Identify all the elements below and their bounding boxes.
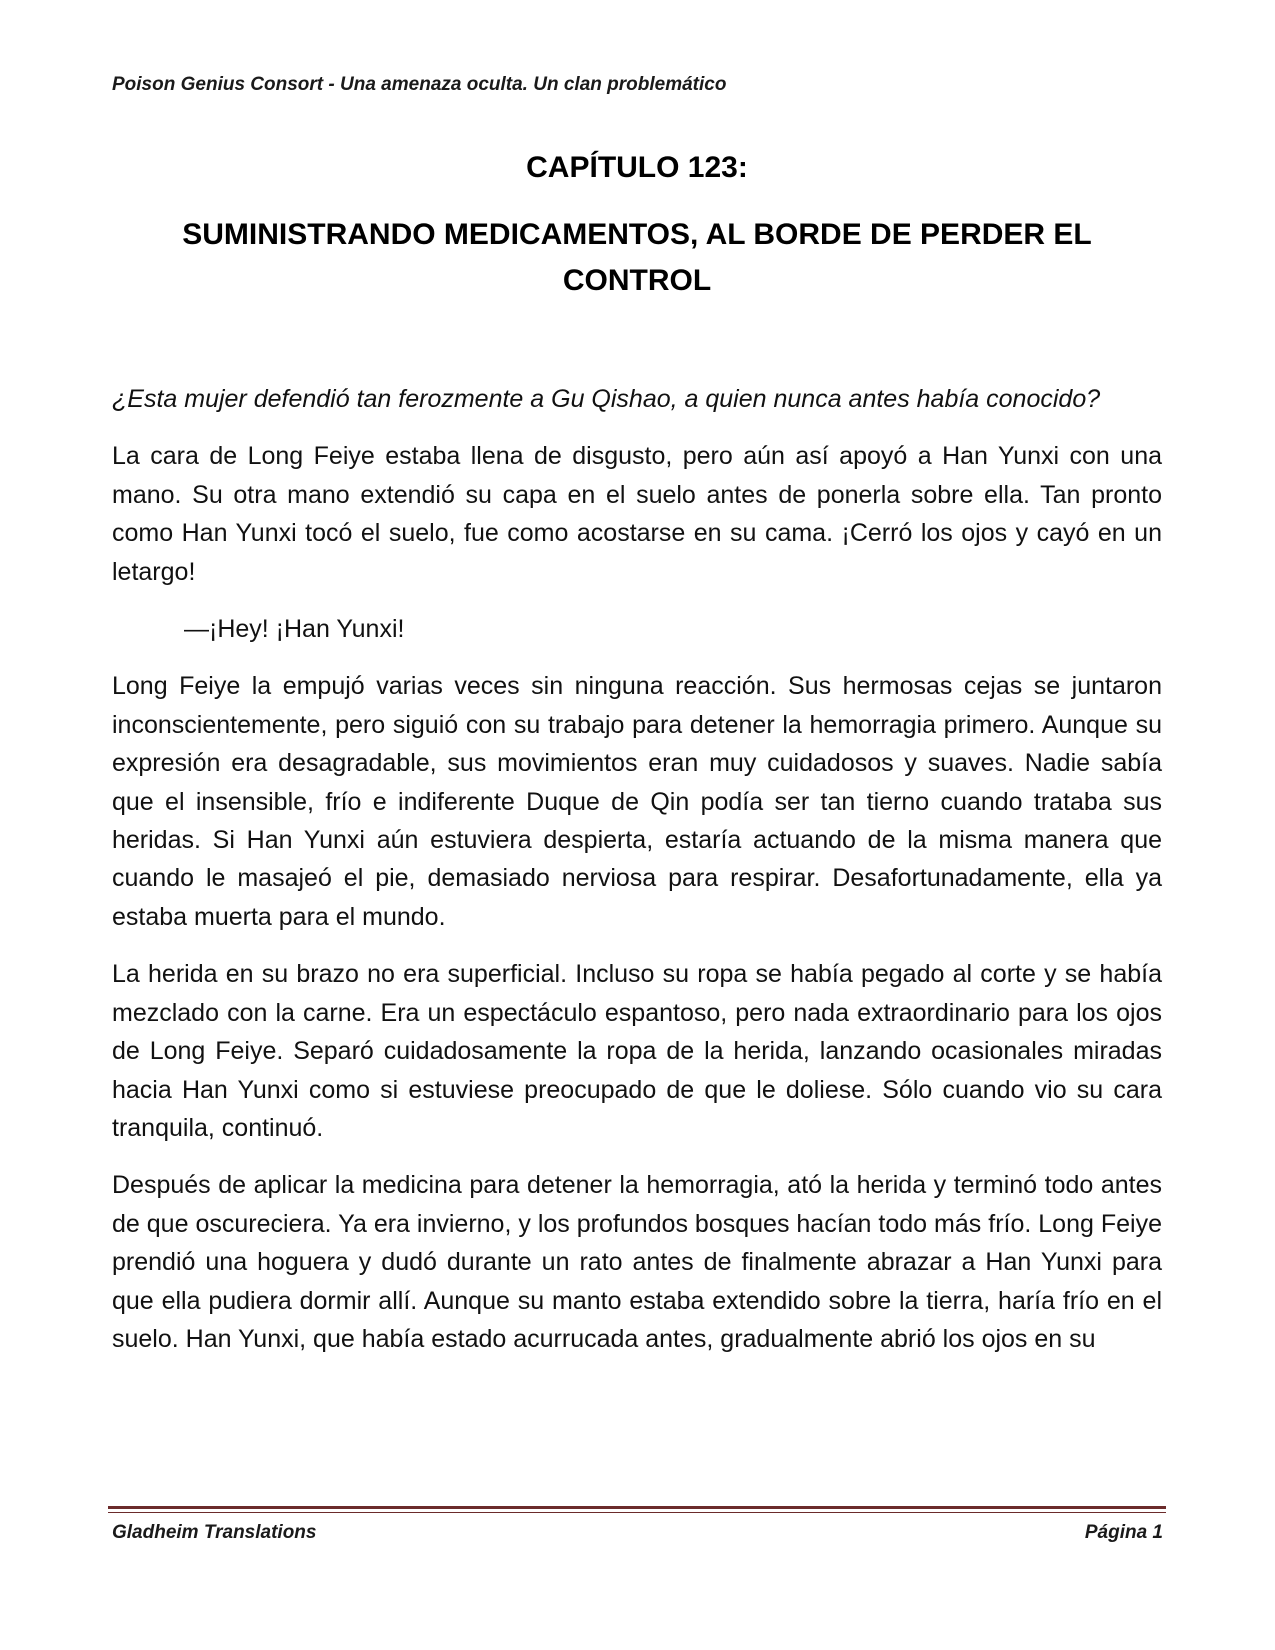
chapter-heading <box>112 148 1162 304</box>
footer-rule <box>108 1506 1166 1509</box>
paragraph: ¿Esta mujer defendió tan ferozmente a Gu Qishao, a quien nunca antes había conocido? <box>112 385 1101 413</box>
paragraph: La cara de Long Feiye estaba llena de disgusto, pero aún así apoyó a Han Yunxi con una mano. Su otra mano extendió su capa en el suelo antes de ponerla sobre ella. Tan pronto como Han Yunxi tocó el suelo, fue como acostarse en su cama. ¡Cerró los ojos y cayó en un letargo! <box>112 442 1162 586</box>
paragraph: La herida en su brazo no era superficial. Incluso su ropa se había pegado al corte y se había mezclado con la carne. Era un espectáculo espantoso, pero nada extraordinario para los ojos de Long Feiye. Separó cuidadosamente la ropa de la herida, lanzando ocasionales miradas hacia Han Yunxi como si estuviese preocupado de que le doliese. Sólo cuando vio su cara tranquila, continuó. <box>112 960 1162 1142</box>
chapter-number: CAPÍTULO 123: <box>526 151 748 184</box>
paragraph: Long Feiye la empujó varias veces sin ninguna reacción. Sus hermosas cejas se juntaron inconscientemente, pero siguió con su trabajo para detener la hemorragia primero. Aunque su expresión era desagradable, sus movimientos eran muy cuidadosos y suaves. Nadie sabía que el insensible, frío e indiferente Duque de Qin podía ser tan tierno cuando trataba sus heridas. Si Han Yunxi aún estuviera despierta, estaría actuando de la misma manera que cuando le masajeó el pie, demasiado nerviosa para respirar. Desafortunadamente, ella ya estaba muerta para el mundo. <box>112 672 1162 931</box>
paragraph: Después de aplicar la medicina para detener la hemorragia, ató la herida y terminó todo antes de que oscureciera. Ya era invierno, y los profundos bosques hacían todo más frío. Long Feiye prendió una hoguera y dudó durante un rato antes de finalmente abrazar a Han Yunxi para que ella pudiera dormir allí. Aunque su manto estaba extendido sobre la tierra, haría frío en el suelo. Han Yunxi, que había estado acurrucada antes, gradualmente abrió los ojos en su <box>112 1171 1162 1353</box>
body-text <box>112 380 1162 1377</box>
dialogue-line: —¡Hey! ¡Han Yunxi! <box>184 615 405 644</box>
page-number: Página 1 <box>1084 1522 1163 1543</box>
chapter-title: SUMINISTRANDO MEDICAMENTOS, AL BORDE DE PERDER EL CONTROL <box>182 218 1092 297</box>
footer-publisher: Gladheim Translations <box>112 1522 317 1543</box>
footer-rule-thin <box>108 1512 1166 1513</box>
running-header: Poison Genius Consort - Una amenaza oculta. Un clan problemático <box>112 74 727 95</box>
